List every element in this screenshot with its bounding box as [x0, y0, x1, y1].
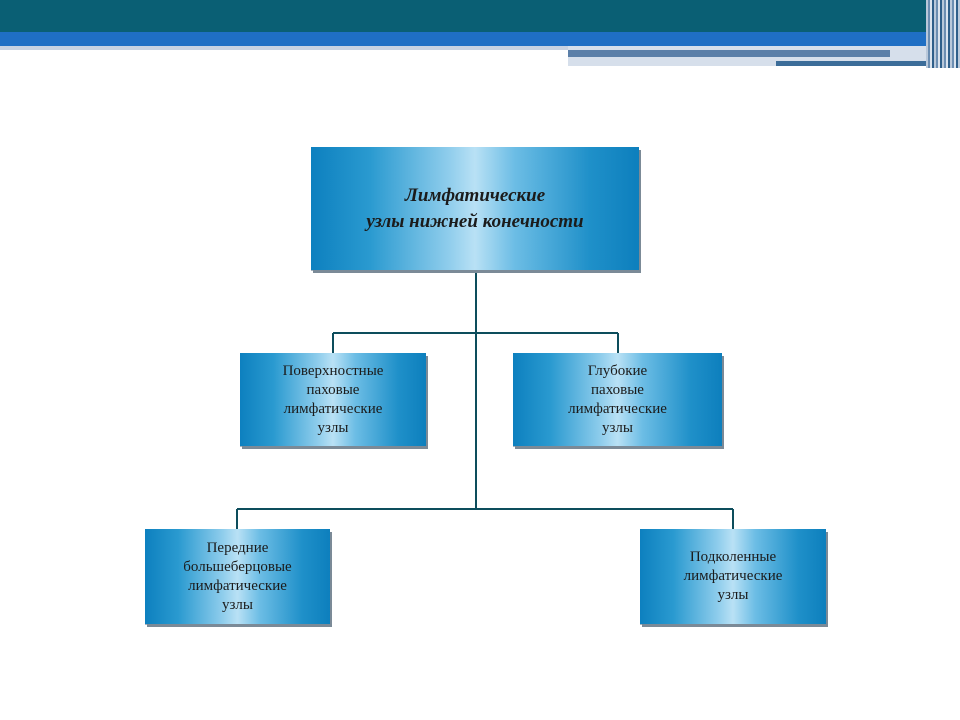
node-superficial-inguinal-label: Поверхностные паховые лимфатические узлы — [282, 362, 384, 436]
node-superficial-inguinal — [240, 353, 426, 446]
node-deep-inguinal-label: Глубокие паховые лимфатические узлы — [568, 362, 667, 436]
root-node — [311, 147, 639, 270]
node-anterior-tibial — [145, 529, 330, 624]
node-popliteal-label: Подколенные лимфатические узлы — [683, 549, 783, 603]
root-node-label: Лимфатические узлы нижней конечности — [366, 184, 584, 232]
node-popliteal — [640, 529, 826, 624]
node-anterior-tibial-label: Передние большеберцовые лимфатические узлы — [183, 539, 292, 613]
node-deep-inguinal — [513, 353, 722, 446]
